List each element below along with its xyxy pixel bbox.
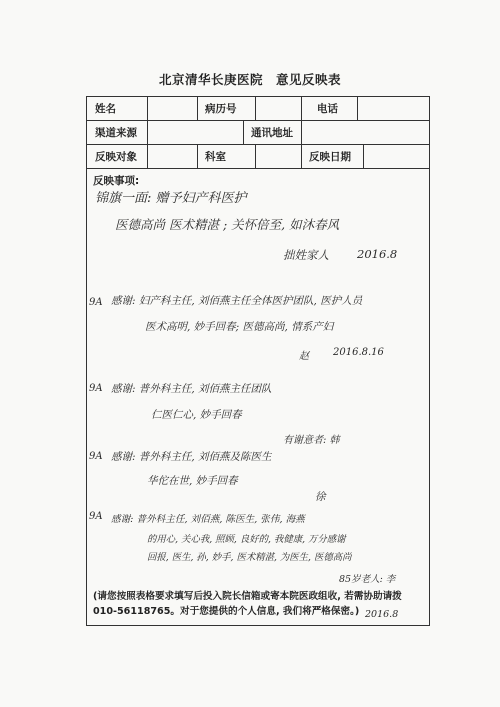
handwriting-line: 医术高明, 妙手回春; 医德高尚, 情系产妇 (145, 321, 334, 333)
handwriting-date-prefix: 9A (89, 451, 103, 462)
form-row-channel (87, 121, 429, 145)
address-label: 通讯地址 (251, 127, 293, 139)
handwriting-line: 的用心, 关心我, 照顾, 良好的, 我健康, 万分感谢 (147, 534, 346, 545)
department-label: 科室 (205, 151, 226, 163)
handwriting-date-prefix: 9A (89, 383, 103, 394)
target-label: 反映对象 (95, 151, 137, 163)
record-number-label: 病历号 (205, 103, 237, 115)
feedback-matters-label: 反映事项: (93, 175, 140, 187)
handwriting-signature: 赵 (299, 351, 309, 362)
form-row-identity (87, 97, 429, 121)
handwriting-signature: 85岁老人: 李 (339, 574, 396, 585)
handwriting-signature: 徐 (315, 491, 326, 503)
handwriting-line: 锦旗一面: 赠予妇产科医护 (95, 191, 247, 206)
phone-label: 电话 (317, 103, 338, 115)
handwriting-line: 感谢: 妇产科主任, 刘佰燕主任全体医护团队, 医护人员 (111, 295, 363, 307)
handwriting-signature: 有谢意者: 韩 (283, 435, 340, 446)
feedback-form (86, 96, 430, 626)
handwriting-signature: 拙姓家人 (283, 248, 329, 262)
handwriting-line: 医德高尚 医术精湛 ; 关怀倍至, 如沐春风 (115, 217, 340, 232)
page-title: 北京清华长庚医院 意见反映表 (158, 72, 341, 87)
handwriting-date: 2016.8 (365, 609, 399, 620)
channel-label: 渠道来源 (95, 127, 137, 139)
handwriting-line: 回报, 医生, 孙, 妙手, 医术精湛, 为医生, 医德高尚 (147, 552, 352, 563)
handwriting-date: 2016.8 (357, 247, 398, 261)
handwriting-line: 感谢: 普外科主任, 刘佰燕主任团队 (111, 383, 272, 395)
submission-notice: (请您按照表格要求填写后投入院长信箱或寄本院医政组收, 若需协助请拨010-56118765。对于您提供的个人信息, 我们将严格保密。) (93, 591, 402, 617)
handwriting-line: 华佗在世, 妙手回春 (147, 475, 238, 487)
handwriting-line: 感谢: 普外科主任, 刘佰燕及陈医生 (111, 451, 272, 463)
date-label: 反映日期 (309, 151, 351, 163)
handwriting-line: 仁医仁心, 妙手回春 (151, 409, 242, 421)
handwriting-line: 感谢: 普外科主任, 刘佰燕, 陈医生, 张伟, 海燕 (111, 514, 305, 525)
form-row-target (87, 145, 429, 169)
name-label: 姓名 (95, 103, 116, 115)
handwriting-date-prefix: 9A (89, 297, 103, 308)
handwriting-date: 2016.8.16 (333, 347, 384, 358)
handwriting-date-prefix: 9A (89, 511, 103, 522)
